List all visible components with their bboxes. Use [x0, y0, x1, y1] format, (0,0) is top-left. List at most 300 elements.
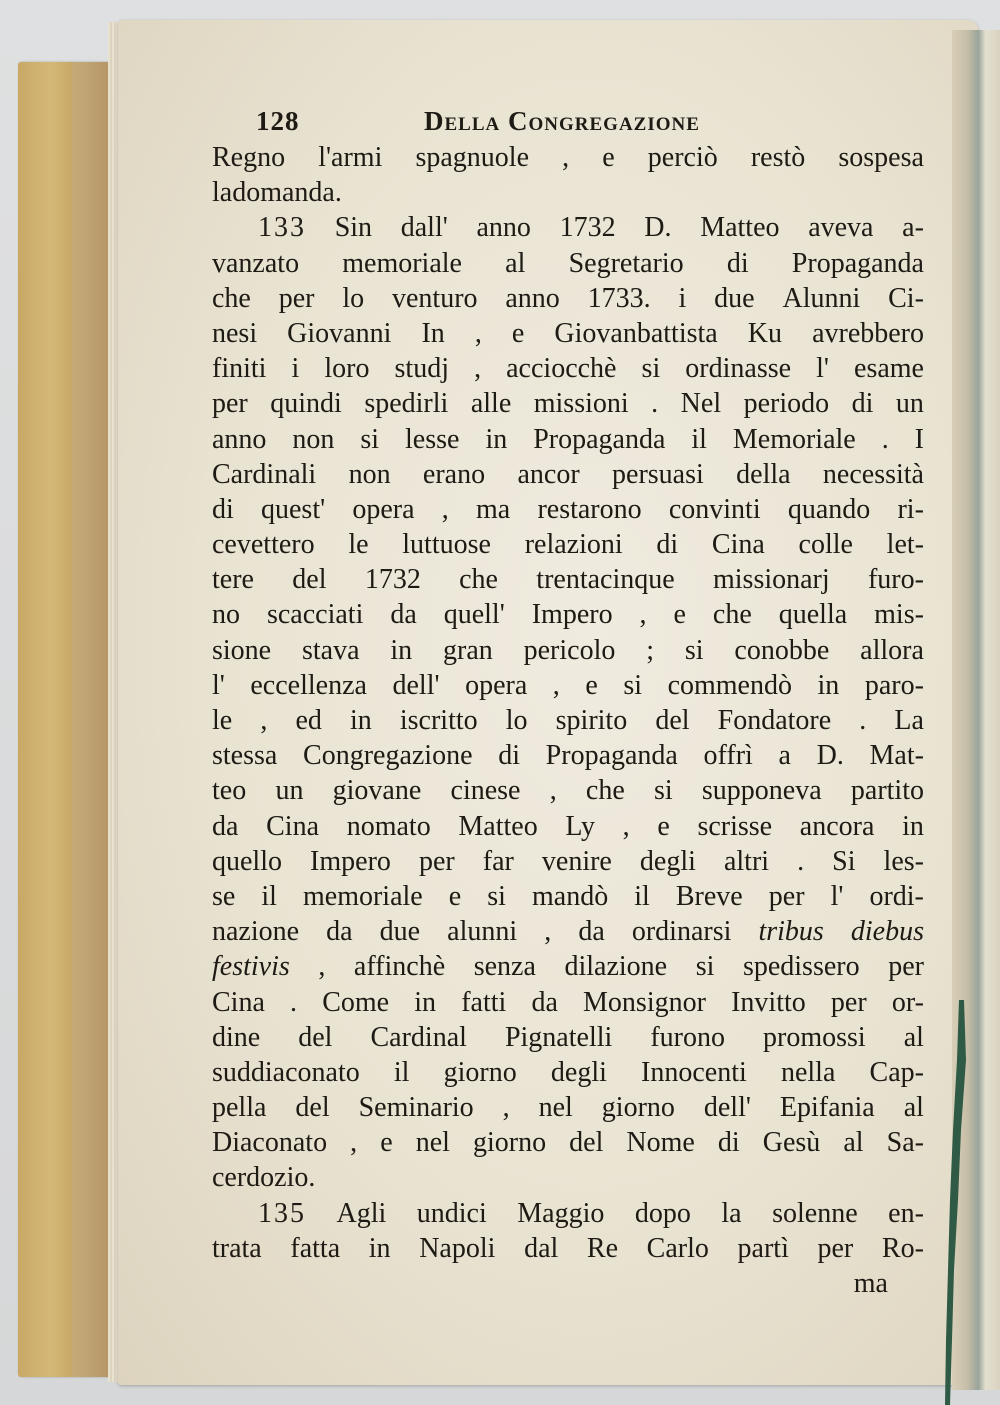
word: Propaganda: [791, 247, 924, 279]
word: da: [326, 916, 353, 948]
word: un: [275, 775, 304, 807]
word: per: [817, 1232, 854, 1264]
word: convinti: [668, 493, 761, 525]
word: ,: [622, 810, 630, 842]
word: giovane: [332, 775, 422, 807]
word: relazioni: [524, 529, 623, 561]
text-line: [212, 633, 924, 668]
word: .: [651, 388, 659, 420]
word: scrisse: [697, 810, 773, 842]
word: anno: [505, 282, 560, 314]
word: ;: [646, 634, 655, 666]
word: cerdozio: [212, 1162, 309, 1194]
word: e: [380, 1127, 393, 1159]
word: e: [657, 810, 670, 842]
word: colle: [798, 529, 853, 561]
word: restarono: [537, 493, 642, 525]
word: ordinasse: [685, 353, 792, 385]
word: dall': [400, 212, 448, 244]
word: Napoli: [419, 1232, 496, 1264]
text-line: [212, 1055, 924, 1090]
word: dopo: [634, 1197, 691, 1229]
word: senza: [473, 951, 536, 983]
word: .: [859, 705, 867, 736]
word: in: [368, 1232, 391, 1264]
word: ,: [502, 1092, 510, 1124]
word: di: [656, 529, 679, 561]
word: ordinarsi: [631, 916, 732, 948]
word: D.: [644, 212, 672, 244]
word: quando: [787, 493, 871, 525]
word: necessità: [822, 458, 924, 490]
word: anno: [476, 212, 531, 244]
word: in: [414, 986, 437, 1018]
word: .: [797, 845, 805, 877]
word: i: [291, 353, 300, 385]
word: Come: [322, 986, 390, 1018]
word: studj: [394, 353, 449, 385]
word: ri-: [897, 493, 924, 525]
word: cevettero: [212, 529, 315, 561]
catchword: ma: [853, 1268, 888, 1299]
word: il: [691, 423, 707, 455]
text-line: [212, 351, 924, 386]
word: luttuose: [402, 529, 491, 561]
text-line: [212, 809, 924, 844]
word: trentacinque: [536, 564, 675, 596]
word: sione: [212, 634, 272, 666]
word: Diaconato: [212, 1127, 328, 1159]
word: altri: [723, 845, 770, 877]
word: per: [212, 388, 248, 420]
word: ordi-: [869, 880, 924, 912]
word: e: [673, 599, 686, 631]
word: offrì: [703, 740, 753, 772]
word: lo: [342, 282, 365, 314]
text-line: [212, 281, 924, 316]
word: in: [817, 669, 840, 701]
word: let-: [886, 529, 924, 561]
word: il: [634, 880, 650, 912]
word: Cardinali: [212, 458, 317, 490]
word: finiti: [212, 353, 267, 385]
word: si: [487, 880, 506, 912]
word: missionarj: [712, 564, 830, 596]
word: del: [655, 705, 690, 736]
word: i: [678, 282, 687, 314]
word: diebus: [850, 916, 924, 948]
word: ,: [318, 951, 326, 983]
word: al: [505, 247, 526, 279]
text-line: [212, 773, 924, 808]
word: opera: [352, 493, 415, 525]
word: spedirli: [364, 388, 449, 420]
word: di: [726, 247, 749, 279]
word: la: [212, 177, 233, 209]
text-line: [212, 457, 924, 492]
word: ma: [476, 493, 511, 525]
word: persuasi: [612, 458, 704, 490]
word: dilazione: [564, 951, 668, 983]
word: Invitto: [731, 986, 806, 1018]
word: Gesù: [762, 1127, 821, 1159]
word: che: [212, 282, 251, 314]
running-head: [212, 100, 924, 140]
word: da: [578, 916, 605, 948]
word: nel: [538, 1092, 573, 1124]
word: quindi: [270, 388, 342, 420]
bookmark-ribbon: [944, 1000, 968, 1405]
word: lo: [505, 705, 528, 736]
word: Regno: [212, 142, 286, 173]
text-line: [212, 1196, 924, 1231]
word: .: [308, 1162, 316, 1194]
text-line: [212, 210, 924, 245]
word: Cina: [212, 986, 265, 1018]
word: Segretario: [568, 247, 684, 279]
text-line: [212, 668, 924, 703]
word: D.: [816, 740, 844, 772]
word: l': [830, 880, 844, 912]
text-line: [212, 1090, 924, 1125]
word: sospesa: [838, 142, 924, 173]
word: teo: [212, 775, 247, 807]
word: Giovanbattista: [554, 317, 718, 349]
word: si: [695, 951, 715, 983]
word: ed: [295, 705, 322, 736]
word: nesi: [212, 317, 258, 349]
word: Ro-: [881, 1232, 924, 1264]
word: anno: [212, 423, 267, 455]
word: venire: [541, 845, 612, 877]
word: allora: [860, 634, 924, 666]
word: in: [485, 423, 508, 455]
word: stessa: [212, 740, 278, 772]
word: del: [292, 564, 327, 596]
word: mandò: [531, 880, 609, 912]
word: l'armi: [318, 142, 383, 173]
word: dell': [392, 669, 440, 701]
word: ,: [552, 669, 560, 701]
word: .: [881, 423, 889, 455]
word: degli: [550, 1056, 607, 1088]
ribbon-strand: [945, 1000, 966, 1405]
word: spagnuole: [415, 142, 529, 173]
page-text: [212, 100, 924, 1301]
word: si: [623, 669, 643, 701]
word: per: [830, 986, 867, 1018]
word: furo-: [867, 564, 924, 596]
text-line: [212, 597, 924, 632]
word: far: [482, 845, 514, 877]
word: or-: [891, 986, 924, 1018]
word: Cina: [711, 529, 765, 561]
word: di: [717, 1127, 740, 1159]
text-line: [212, 1125, 924, 1160]
word: memoriale: [302, 880, 423, 912]
word: quella: [778, 599, 848, 631]
word: paro-: [864, 669, 924, 701]
word: Breve: [675, 880, 743, 912]
word: nel: [415, 1127, 450, 1159]
text-line: [212, 985, 924, 1020]
word: Ly: [565, 810, 595, 842]
text-line: [212, 422, 924, 457]
word: degli: [639, 845, 696, 877]
word: Si: [832, 845, 856, 877]
text-line: [212, 175, 924, 210]
word: domanda: [232, 177, 335, 209]
word: ancor: [517, 458, 580, 490]
word: della: [736, 458, 791, 490]
word: per: [888, 951, 924, 983]
word: un: [895, 388, 924, 420]
word: en-: [888, 1197, 924, 1229]
paragraph-number: 133: [258, 212, 306, 244]
word: spedissero: [742, 951, 860, 983]
word: Agli: [336, 1197, 387, 1229]
word: Matteo: [458, 810, 538, 842]
word: missioni: [533, 388, 629, 420]
word: le: [348, 529, 369, 561]
word: perciò: [647, 142, 718, 173]
word: fatta: [290, 1232, 341, 1264]
word: due: [379, 916, 421, 948]
word: Monsignor: [583, 986, 706, 1018]
word: memoriale: [342, 247, 462, 279]
word: Giovanni: [287, 317, 392, 349]
word: e: [585, 669, 598, 701]
text-line: [212, 386, 924, 421]
word: les-: [883, 845, 924, 877]
word: Mat-: [869, 740, 924, 772]
word: Fondatore: [717, 705, 832, 736]
text-line: [212, 703, 924, 738]
word: mis-: [874, 599, 924, 631]
word: di: [212, 493, 234, 525]
text-line: [212, 562, 924, 597]
word: al: [903, 1021, 924, 1053]
word: cinese: [450, 775, 521, 807]
word: due: [714, 282, 755, 314]
word: il: [393, 1056, 410, 1088]
word: Cina: [266, 810, 320, 842]
word: Impero: [310, 845, 391, 877]
word: ,: [260, 705, 268, 736]
word: non: [348, 458, 391, 490]
word: Re: [586, 1232, 619, 1264]
word: dine: [212, 1021, 261, 1053]
word: giorno: [472, 1127, 547, 1159]
word: promossi: [763, 1021, 866, 1053]
running-title: Della Congregazione: [424, 106, 700, 136]
word: Sa-: [886, 1127, 924, 1159]
word: che: [712, 599, 752, 631]
word: Sin: [334, 212, 373, 244]
text-line: [212, 914, 924, 949]
word: e: [511, 317, 525, 349]
word: del: [295, 1092, 330, 1124]
body-lines: [212, 140, 924, 1301]
word: partito: [850, 775, 924, 807]
word: restò: [750, 142, 806, 173]
word: se: [212, 880, 236, 912]
word: Cap-: [869, 1056, 924, 1088]
word: I: [914, 423, 924, 455]
word: partì: [737, 1232, 789, 1264]
word: ,: [474, 353, 482, 385]
word: quest': [261, 493, 326, 525]
word: Epifania: [779, 1092, 875, 1124]
word: .: [334, 177, 342, 209]
text-line: [212, 879, 924, 914]
word: a-: [902, 212, 924, 244]
word: ,: [639, 599, 647, 631]
text-line: [212, 492, 924, 527]
text-line: [212, 738, 924, 773]
word: per: [278, 282, 315, 314]
word: stava: [301, 634, 360, 666]
word: in: [349, 705, 372, 736]
word: tere: [212, 564, 254, 596]
word: supponeva: [701, 775, 822, 807]
word: esame: [854, 353, 924, 385]
word: Ku: [747, 317, 782, 349]
word: Propaganda: [545, 740, 678, 772]
word: che: [459, 564, 498, 596]
word: da: [531, 986, 558, 1018]
word: avrebbero: [812, 317, 924, 349]
word: pella: [212, 1092, 267, 1124]
word: per: [768, 880, 805, 912]
word: in: [390, 634, 413, 666]
word: per: [418, 845, 455, 877]
word: Nel: [680, 388, 722, 420]
word: dal: [524, 1232, 559, 1264]
word: al: [903, 1092, 924, 1124]
word: ,: [549, 775, 557, 807]
word: giorno: [443, 1056, 517, 1088]
word: Memoriale: [732, 423, 856, 455]
word: l': [816, 353, 829, 385]
word: Innocenti: [641, 1056, 747, 1088]
word: Propaganda: [533, 423, 666, 455]
word: furono: [650, 1021, 725, 1053]
word: si: [360, 423, 380, 455]
word: solenne: [772, 1197, 858, 1229]
word: periodo: [743, 388, 830, 420]
word: commendò: [667, 669, 792, 701]
word: tribus: [758, 916, 824, 948]
word: spirito: [555, 705, 628, 736]
word: La: [894, 705, 924, 736]
text-line: [212, 316, 924, 351]
text-line: [212, 527, 924, 562]
page-number: 128: [256, 106, 300, 136]
word: aveva: [808, 212, 874, 244]
text-line: [212, 246, 924, 281]
word: le: [212, 705, 233, 736]
word: che: [585, 775, 625, 807]
word: al: [843, 1127, 864, 1159]
word: iscritto: [399, 705, 478, 736]
word: Maggio: [517, 1197, 605, 1229]
word: Alunni: [782, 282, 861, 314]
word: affinchè: [353, 951, 446, 983]
word: il: [261, 880, 277, 912]
word: Cardinal: [370, 1021, 467, 1053]
word: vanzato: [212, 247, 300, 279]
word: alunni: [447, 916, 518, 948]
word: e: [602, 142, 615, 173]
text-line: [212, 1231, 924, 1266]
word: no: [212, 599, 240, 631]
word: erano: [422, 458, 486, 490]
word: a: [778, 740, 791, 772]
word: nazione: [212, 916, 300, 948]
word: 1733.: [587, 282, 651, 314]
word: in: [902, 810, 924, 842]
word: conobbe: [734, 634, 830, 666]
word: festivis: [212, 951, 290, 983]
text-line: [212, 949, 924, 984]
word: eccellenza: [250, 669, 367, 701]
word: venturo: [391, 282, 478, 314]
word: Carlo: [646, 1232, 709, 1264]
word: nomato: [346, 810, 431, 842]
word: opera: [465, 669, 528, 701]
word: nella: [780, 1056, 836, 1088]
word: del: [569, 1127, 604, 1159]
word: suddiaconato: [212, 1056, 360, 1088]
word: ,: [474, 317, 482, 349]
word: Impero: [531, 599, 613, 631]
word: acciocchè: [506, 353, 617, 385]
text-line: [212, 140, 924, 175]
word: di: [851, 388, 874, 420]
word: ,: [350, 1127, 358, 1159]
word: pericolo: [523, 634, 616, 666]
word: ,: [441, 493, 449, 525]
word: si: [654, 775, 673, 807]
word: Ci-: [888, 282, 924, 314]
word: alle: [470, 388, 512, 420]
word: 1732: [364, 564, 421, 596]
word: quell': [443, 599, 505, 631]
word: loro: [324, 353, 370, 385]
word: fatti: [461, 986, 507, 1018]
text-line: [212, 1020, 924, 1055]
word: Congregazione: [303, 740, 473, 772]
word: del: [298, 1021, 333, 1053]
word: In: [421, 317, 445, 349]
word: ancora: [799, 810, 875, 842]
word: giorno: [601, 1092, 675, 1124]
word: e: [448, 880, 462, 912]
word: trata: [212, 1232, 262, 1264]
text-line: [212, 844, 924, 879]
word: lesse: [405, 423, 460, 455]
word: 1732: [559, 212, 616, 244]
word: si: [684, 634, 704, 666]
word: .: [290, 986, 298, 1018]
word: ,: [562, 142, 570, 173]
word: gran: [443, 634, 493, 666]
word: undici: [416, 1197, 487, 1229]
word: di: [498, 740, 520, 772]
word: da: [390, 599, 417, 631]
paragraph-number: 135: [258, 1197, 306, 1229]
